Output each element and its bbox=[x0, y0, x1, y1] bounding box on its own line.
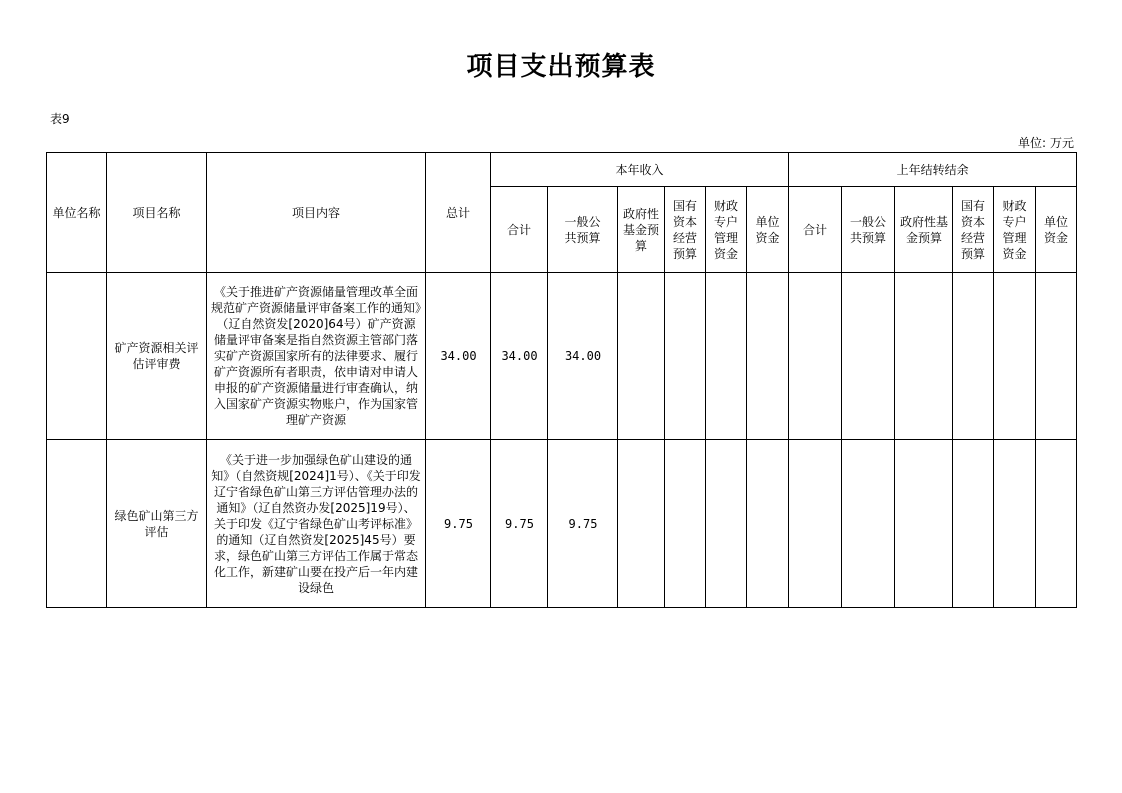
row-2-co-sum bbox=[789, 440, 842, 608]
row-2-co-general bbox=[842, 440, 895, 608]
unit-label-text: 单位: bbox=[1017, 136, 1046, 150]
row-2-total: 9.75 bbox=[426, 440, 491, 608]
header-row-1 bbox=[47, 153, 1077, 187]
row-1-co-state-capital bbox=[953, 273, 994, 440]
row-2-cy-general: 9.75 bbox=[548, 440, 618, 608]
row-2-co-fiscal-special bbox=[994, 440, 1036, 608]
row-2-cy-fiscal-special bbox=[706, 440, 747, 608]
header-cy-fiscal-special-text: 财政专户管理资金 bbox=[713, 198, 738, 261]
row-2-co-state-capital bbox=[953, 440, 994, 608]
row-1-co-gov-fund bbox=[895, 273, 953, 440]
header-total: 总计 bbox=[426, 153, 491, 273]
budget-table bbox=[46, 152, 1077, 608]
row-1-co-general bbox=[842, 273, 895, 440]
header-cy-unit-fund-text: 单位资金 bbox=[755, 214, 780, 245]
header-cy-gov-fund-text: 政府性基金预算 bbox=[622, 206, 659, 253]
row-1-unit bbox=[47, 273, 107, 440]
row-1-cy-state-capital bbox=[665, 273, 706, 440]
header-cy-general bbox=[548, 187, 618, 273]
header-co-state-capital-text: 国有资本经营预算 bbox=[961, 198, 986, 261]
row-1-cy-gov-fund bbox=[618, 273, 665, 440]
header-cy-state-capital bbox=[665, 187, 706, 273]
row-2-co-unit-fund bbox=[1036, 440, 1077, 608]
header-cy-gov-fund bbox=[618, 187, 665, 273]
header-co-state-capital bbox=[953, 187, 994, 273]
header-co-unit-fund bbox=[1036, 187, 1077, 273]
unit-label bbox=[1018, 134, 1074, 151]
header-co-sum: 合计 bbox=[789, 187, 842, 273]
row-1-total: 34.00 bbox=[426, 273, 491, 440]
row-2-cy-state-capital bbox=[665, 440, 706, 608]
header-carryover: 上年结转结余 bbox=[789, 153, 1077, 187]
row-2-project-name: 绿色矿山第三方评估 bbox=[107, 440, 207, 608]
header-co-fiscal-special bbox=[994, 187, 1036, 273]
header-cy-general-text: 一般公共预算 bbox=[564, 214, 601, 245]
row-1-co-fiscal-special bbox=[994, 273, 1036, 440]
row-2-co-gov-fund bbox=[895, 440, 953, 608]
row-1-cy-general: 34.00 bbox=[548, 273, 618, 440]
row-1-co-unit-fund bbox=[1036, 273, 1077, 440]
table-number: 表9 bbox=[50, 112, 70, 126]
row-2-cy-unit-fund bbox=[747, 440, 789, 608]
header-unit-name: 单位名称 bbox=[47, 153, 107, 273]
header-project-name: 项目名称 bbox=[107, 153, 207, 273]
header-co-general bbox=[842, 187, 895, 273]
row-1-co-sum bbox=[789, 273, 842, 440]
header-cy-sum: 合计 bbox=[491, 187, 548, 273]
header-co-unit-fund-text: 单位资金 bbox=[1044, 214, 1069, 245]
row-2-content: 《关于进一步加强绿色矿山建设的通知》（自然资规[2024]1号）、《关于印发辽宁省绿色矿山第三方评估管理办法的通知》（辽自然资办发[2025]19号）、关于印发《辽宁省绿色矿山考评标准》的通知（辽自然资发[2025]45号）要求，绿色矿山第三方评估工作属于常态化工作，新建矿山要在投产后一年内建设绿色 bbox=[207, 440, 426, 608]
header-cy-state-capital-text: 国有资本经营预算 bbox=[672, 198, 697, 261]
row-1-cy-unit-fund bbox=[747, 273, 789, 440]
row-2-cy-gov-fund bbox=[618, 440, 665, 608]
row-1-project-name: 矿产资源相关评估评审费 bbox=[107, 273, 207, 440]
header-cy-unit-fund bbox=[747, 187, 789, 273]
header-co-fiscal-special-text: 财政专户管理资金 bbox=[1002, 198, 1027, 261]
header-current-year: 本年收入 bbox=[491, 153, 789, 187]
header-co-gov-fund-text: 政府性基金预算 bbox=[900, 214, 949, 245]
unit-value: 万元 bbox=[1049, 136, 1074, 150]
page-title: 项目支出预算表 bbox=[466, 52, 656, 82]
table-row bbox=[47, 273, 1077, 440]
header-co-gov-fund bbox=[895, 187, 953, 273]
header-project-content: 项目内容 bbox=[207, 153, 426, 273]
header-co-general-text: 一般公共预算 bbox=[850, 214, 887, 245]
header-cy-fiscal-special bbox=[706, 187, 747, 273]
row-1-cy-fiscal-special bbox=[706, 273, 747, 440]
row-1-cy-sum: 34.00 bbox=[491, 273, 548, 440]
row-2-cy-sum: 9.75 bbox=[491, 440, 548, 608]
row-1-content: 《关于推进矿产资源储量管理改革全面规范矿产资源储量评审备案工作的通知》（辽自然资发[2020]64号）矿产资源储量评审备案是指自然资源主管部门落实矿产资源国家所有的法律要求、履行矿产资源所有者职责，依申请对申请人申报的矿产资源储量进行审查确认，纳入国家矿产资源实物账户，作为国家管理矿产资源 bbox=[207, 273, 426, 440]
row-2-unit bbox=[47, 440, 107, 608]
table-row bbox=[47, 440, 1077, 608]
